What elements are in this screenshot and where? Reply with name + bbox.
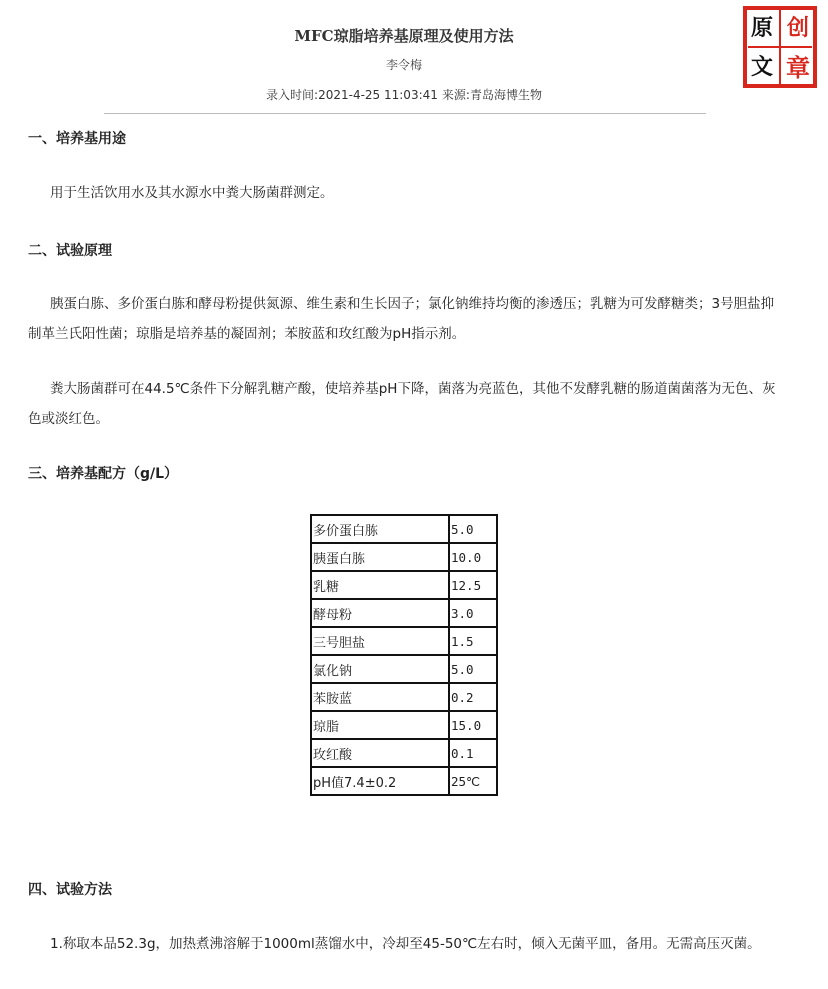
seal-char: 原 (750, 15, 774, 41)
ingredient-name: 苯胺蓝 (311, 683, 449, 711)
table-row (311, 711, 497, 739)
usage-paragraph (28, 178, 778, 208)
seal-char: 创 (786, 15, 810, 41)
ingredient-amount: 1.5 (449, 627, 497, 655)
ingredient-name: 酵母粉 (311, 599, 449, 627)
ingredient-name: 琼脂 (311, 711, 449, 739)
section-heading-usage: 一、培养基用途 (28, 131, 126, 147)
table-row (311, 571, 497, 599)
section-heading-principle: 二、试验原理 (28, 243, 112, 259)
ingredient-amount: 15.0 (449, 711, 497, 739)
table-row (311, 683, 497, 711)
record-time-label: 录入时间: (266, 88, 319, 102)
ingredient-name: 氯化钠 (311, 655, 449, 683)
source-label: 来源: (441, 88, 470, 102)
ingredient-name: 胰蛋白胨 (311, 543, 449, 571)
table-row (311, 543, 497, 571)
ingredient-amount: 0.2 (449, 683, 497, 711)
ingredient-name: 乳糖 (311, 571, 449, 599)
principle-paragraph (28, 374, 778, 434)
table-row (311, 599, 497, 627)
paragraph-text: 1.称取本品52.3g，加热煮沸溶解于1000ml蒸馏水中，冷却至45-50℃左右时，倾入无菌平皿，备用。无需高压灭菌。 (50, 936, 761, 952)
paragraph-text: 用于生活饮用水及其水源水中粪大肠菌群测定。 (50, 185, 334, 201)
table-row (311, 767, 497, 795)
ingredient-name: 多价蛋白胨 (311, 515, 449, 543)
original-article-seal (740, 2, 820, 94)
paragraph-text: 粪大肠菌群可在44.5℃条件下分解乳糖产酸，使培养基pH下降，菌落为亮蓝色，其他不发酵乳糖的肠道菌菌落为无色、灰色或淡红色。 (28, 381, 776, 427)
table-row (311, 655, 497, 683)
ingredient-amount: 12.5 (449, 571, 497, 599)
table-row (311, 739, 497, 767)
title-divider (104, 113, 706, 114)
ingredient-amount: 3.0 (449, 599, 497, 627)
source-name: 青岛海博生物 (469, 88, 542, 102)
section-heading-method: 四、试验方法 (28, 882, 112, 898)
paragraph-text: 胰蛋白胨、多价蛋白胨和酵母粉提供氮源、维生素和生长因子；氯化钠维持均衡的渗透压；乳糖为可发酵糖类；3号胆盐抑制革兰氏阳性菌；琼脂是培养基的凝固剂；苯胺蓝和玫红酸为pH指示剂。 (28, 296, 775, 342)
table-row (311, 515, 497, 543)
ingredient-amount: 5.0 (449, 655, 497, 683)
ingredient-name: 三号胆盐 (311, 627, 449, 655)
table-row (311, 627, 497, 655)
ingredient-amount: 25℃ (449, 767, 497, 795)
seal-char: 章 (786, 53, 810, 82)
ingredient-amount: 0.1 (449, 739, 497, 767)
ingredient-amount: 5.0 (449, 515, 497, 543)
ingredient-amount: 10.0 (449, 543, 497, 571)
article-meta (0, 86, 808, 103)
article-title: MFC琼脂培养基原理及使用方法 (294, 27, 514, 45)
seal-char: 文 (750, 54, 774, 80)
article-author: 李令梅 (385, 58, 422, 72)
formula-table (310, 514, 498, 796)
ingredient-name: 玫红酸 (311, 739, 449, 767)
principle-paragraph (28, 289, 778, 349)
record-time: 2021-4-25 11:03:41 (318, 88, 438, 102)
method-paragraph (28, 929, 778, 959)
ingredient-name: pH值7.4±0.2 (311, 767, 449, 795)
section-heading-formula: 三、培养基配方（g/L） (28, 466, 179, 482)
